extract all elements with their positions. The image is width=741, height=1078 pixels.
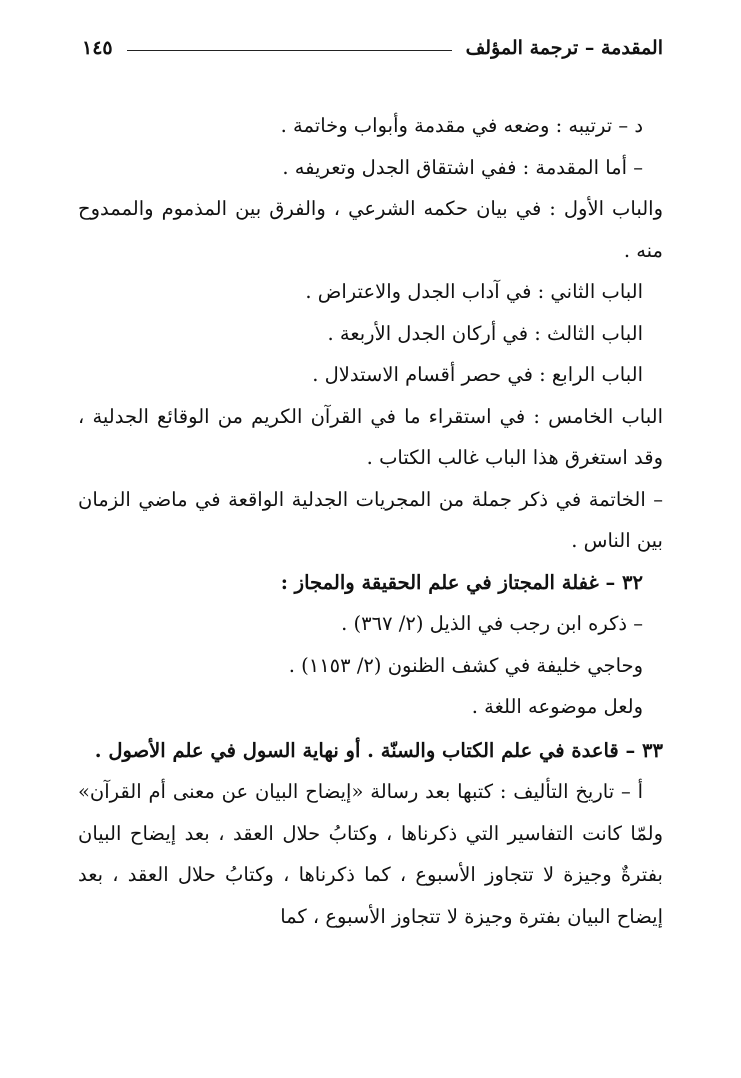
- running-title: المقدمة – ترجمة المؤلف: [465, 37, 663, 59]
- paragraph-introduction: – أما المقدمة : ففي اشتقاق الجدل وتعريفه .: [282, 155, 643, 179]
- paragraph-conclusion: – الخاتمة في ذكر جملة من المجريات الجدلية الواقعة في ماضي الزمان بين الناس .: [78, 487, 663, 552]
- page-body: [78, 105, 663, 937]
- entry-heading-32: ٣٢ – غفلة المجتاز في علم الحقيقة والمجاز :: [280, 570, 643, 594]
- paragraph-chapter-2: الباب الثاني : في آداب الجدل والاعتراض .: [305, 280, 643, 303]
- paragraph-ibn-rajab: – ذكره ابن رجب في الذيل (٢/ ٣٦٧) .: [341, 612, 643, 635]
- paragraph-chapter-1: والباب الأول : في بيان حكمه الشرعي ، والفرق بين المذموم والممدوح منه .: [78, 197, 663, 262]
- paragraph-chapter-4: الباب الرابع : في حصر أقسام الاستدلال .: [312, 363, 643, 386]
- paragraph-date-of-writing: أ – تاريخ التأليف : كتبها بعد رسالة «إيضاح البيان عن معنى أم القرآن» ولمّا كانت التفاسير التي ذكرناها ، وكتابُ حلال العقد ، بعد إيضاح البيان بفترةٌ وجيزة لا تتجاوز الأسبوع ، كما ذكرناها ، وكتابُ حلال العقد ، بعد إيضاح البيان بفترة وجيزة لا تتجاوز الأسبوع ، كما: [78, 780, 663, 928]
- page-number: ١٤٥: [82, 37, 113, 59]
- entry-heading-33: ٣٣ – قاعدة في علم الكتاب والسنّة . أو نهاية السول في علم الأصول .: [94, 738, 663, 762]
- paragraph-chapter-3: الباب الثالث : في أركان الجدل الأربعة .: [327, 321, 643, 345]
- paragraph-haji-khalifa: وحاجي خليفة في كشف الظنون (٢/ ١١٥٣) .: [288, 653, 643, 677]
- page-header: [82, 33, 663, 63]
- paragraph-subject: ولعل موضوعه اللغة .: [471, 695, 643, 718]
- paragraph-arrangement: د – ترتيبه : وضعه في مقدمة وأبواب وخاتمة .: [280, 114, 643, 137]
- paragraph-chapter-5: الباب الخامس : في استقراء ما في القرآن الكريم من الوقائع الجدلية ، وقد استغرق هذا الباب غالب الكتاب .: [78, 404, 663, 469]
- header-rule: [127, 50, 452, 51]
